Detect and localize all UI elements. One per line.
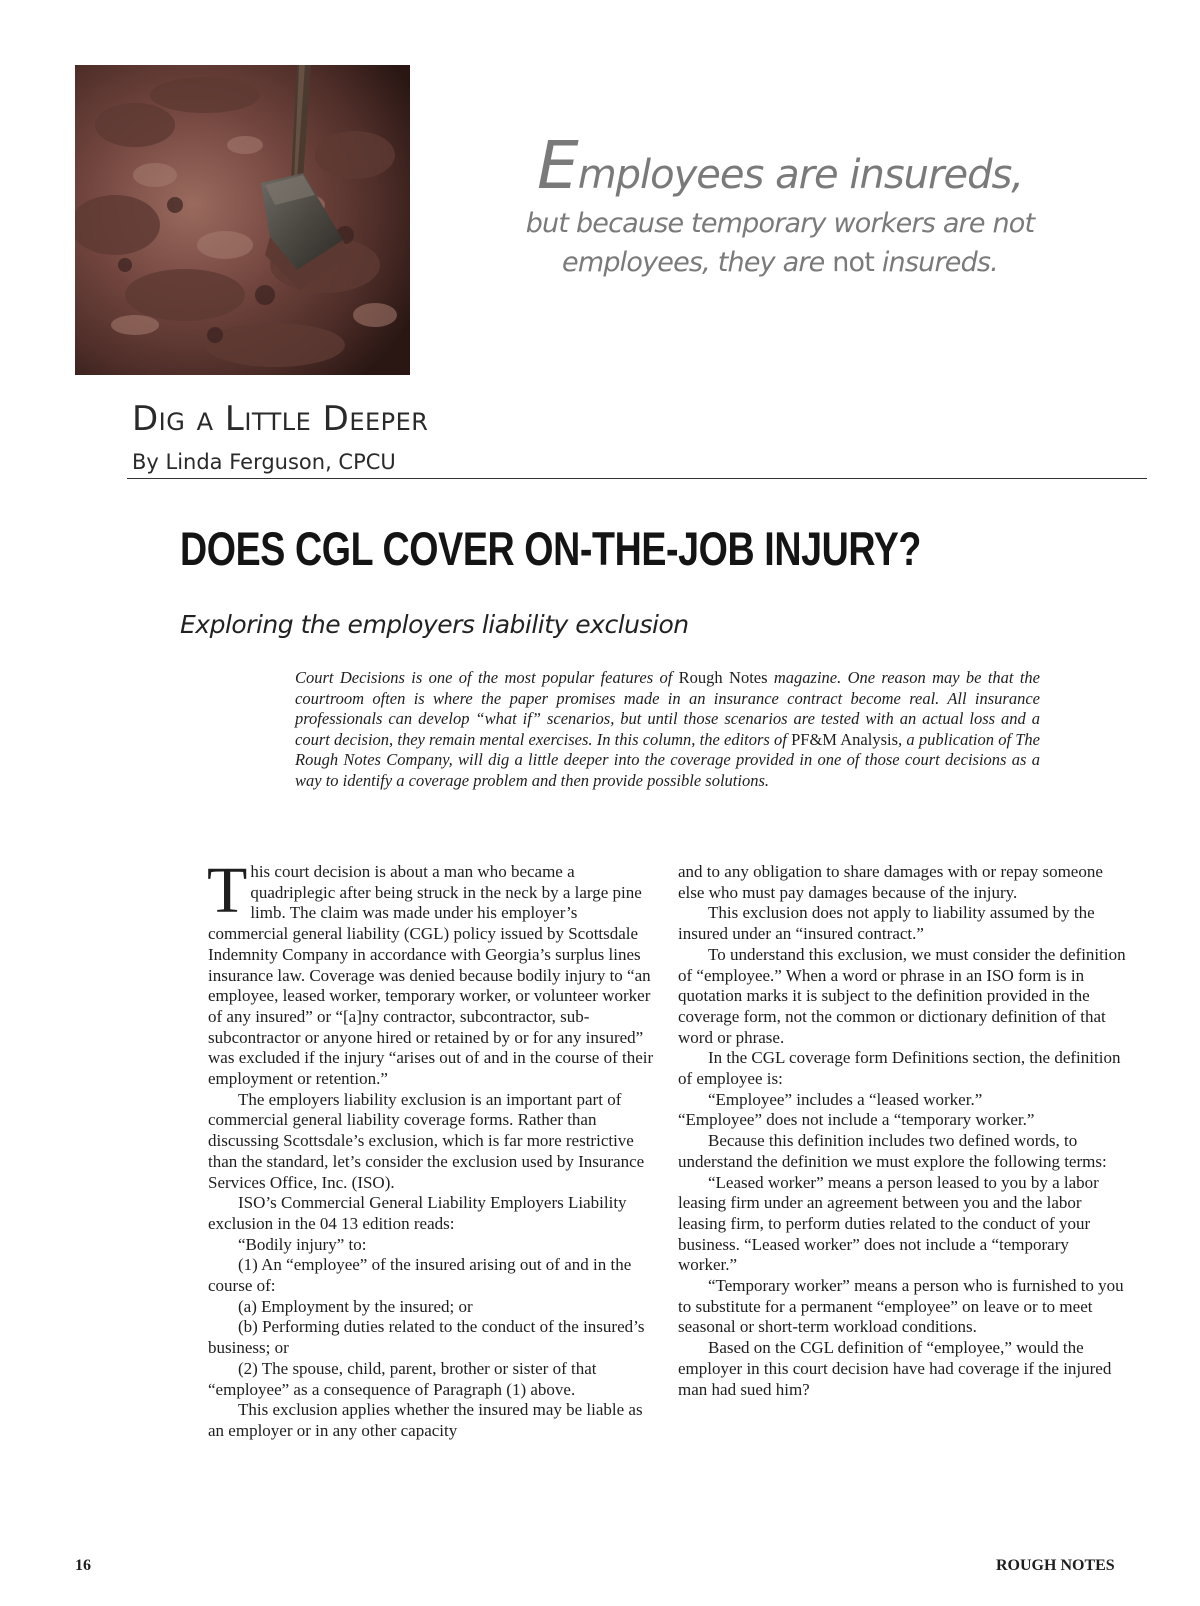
body-paragraph: “Employee” does not include a “temporary worker.” [678, 1110, 1035, 1130]
headline: DOES CGL COVER ON-THE-JOB INJURY? [180, 522, 921, 575]
intro-part-2: magazine. One reason may be that the courtroom often is where the paper promises made in an insurance contract become real. All insurance professionals can develop “what if” scenarios, but until those scenarios are tested with an actual loss and a court decision, they remain mental exercises. In this column, the editors of [295, 668, 1041, 749]
body-paragraph: This exclusion does not apply to liability assumed by the insured under an “insured contract.” [678, 903, 1095, 944]
intro-paragraph [295, 668, 1040, 791]
pull-quote-line-1 [500, 127, 1060, 204]
body-paragraph: (2) The spouse, child, parent, brother or sister of that “employee” as a consequence of Paragraph (1) above. [208, 1358, 597, 1399]
body-paragraph: In the CGL coverage form Definitions section, the definition of employee is: [678, 1048, 1121, 1089]
body-paragraph: “Employee” includes a “leased worker.” [708, 1089, 983, 1109]
pull-quote-initial: E [536, 127, 578, 204]
body-paragraph: The employers liability exclusion is an important part of commercial general liability coverage forms. Rather than discussing Scottsdale’s exclusion, which is far more restrictive than the standard, let’s consider the exclusion used by Insurance Services Office, Inc. (ISO). [208, 1089, 645, 1192]
deck: Exploring the employers liability exclusion [180, 610, 689, 639]
pull-quote-line-3 [500, 244, 1060, 282]
body-paragraph: (1) An “employee” of the insured arising out of and in the course of: [208, 1255, 632, 1296]
page-number: 16 [75, 1557, 91, 1574]
pull-quote-line-3-part-1: employees, they are [562, 247, 833, 279]
body-paragraph: “Temporary worker” means a person who is furnished to you to substitute for a permanent “employee” on leave or to meet seasonal or short-term workload conditions. [678, 1276, 1124, 1337]
body-paragraph: “Leased worker” means a person leased to you by a labor leasing firm under an agreement between you and the labor leasing firm, to perform duties related to the conduct of your business. “Leased worker” does not include a “temporary worker.” [678, 1172, 1099, 1275]
body-paragraph: “Bodily injury” to: [238, 1234, 367, 1254]
intro-part-3: , a publication of The Rough Notes Company, will dig a little deeper into the coverage provided in one of those court decisions as a way to identify a coverage problem and then provide possible solutions. [295, 729, 1041, 790]
header-rule [127, 478, 1147, 479]
shovel-in-dirt-photo [75, 65, 410, 375]
first-paragraph [207, 854, 656, 1090]
body-paragraph: (a) Employment by the insured; or [238, 1296, 473, 1316]
column-name: Dig a Little Deeper [132, 399, 429, 439]
body-paragraph: To understand this exclusion, we must consider the definition of “employee.” When a word or phrase in an ISO form is in quotation marks it is subject to the definition provided in the coverage form, not the common or dictionary definition of that word or phrase. [678, 944, 1126, 1047]
body-paragraph: (b) Performing duties related to the conduct of the insured’s business; or [208, 1317, 645, 1358]
left-column [207, 854, 656, 1442]
intro-pfm-name: PF&M Analysis [791, 729, 899, 749]
photo-illustration [75, 65, 410, 375]
continuation-paragraph: and to any obligation to share damages with or repay someone else who must pay damages because of the injury. [678, 862, 1103, 902]
pull-quote [500, 127, 1060, 282]
pull-quote-line-1-text: mployees are insureds, [577, 152, 1024, 198]
body-paragraph: Based on the CGL definition of “employee,” would the employer in this court decision have had coverage if the injured man had sued him? [678, 1338, 1112, 1399]
byline: By Linda Ferguson, CPCU [132, 450, 396, 474]
body-paragraph: This exclusion applies whether the insured may be liable as an employer or in any other capacity [208, 1400, 643, 1440]
drop-cap: T [207, 854, 248, 927]
first-paragraph-text: his court decision is about a man who became a quadriplegic after being struck in the neck by a large pine limb. The claim was made under his employer’s commercial general liability (CGL) policy issued by Scottsdale Indemnity Company in accordance with Georgia’s surplus lines insurance law. Coverage was denied because bodily injury to “an employee, leased worker, temporary worker, or volunteer worker of any insured” or “[a]ny contractor, subcontractor, sub-subcontractor or anyone hired or retained by or for any insured” was excluded if the injury “arises out of and in the course of their employment or retention.” [208, 862, 654, 1089]
right-column [678, 862, 1130, 1400]
pull-quote-line-3-part-2: insureds. [874, 247, 998, 279]
intro-part-1: Court Decisions is one of the most popular features of [295, 668, 679, 687]
intro-magazine-name: Rough Notes [678, 668, 768, 687]
pull-quote-line-2: but because temporary workers are not [525, 207, 1035, 239]
body-paragraph: Because this definition includes two defined words, to understand the definition we must explore the following terms: [678, 1131, 1107, 1171]
body-paragraph: ISO’s Commercial General Liability Employers Liability exclusion in the 04 13 edition reads: [208, 1193, 627, 1233]
publication-name: ROUGH NOTES [996, 1557, 1115, 1574]
pull-quote-not: not [832, 247, 875, 279]
